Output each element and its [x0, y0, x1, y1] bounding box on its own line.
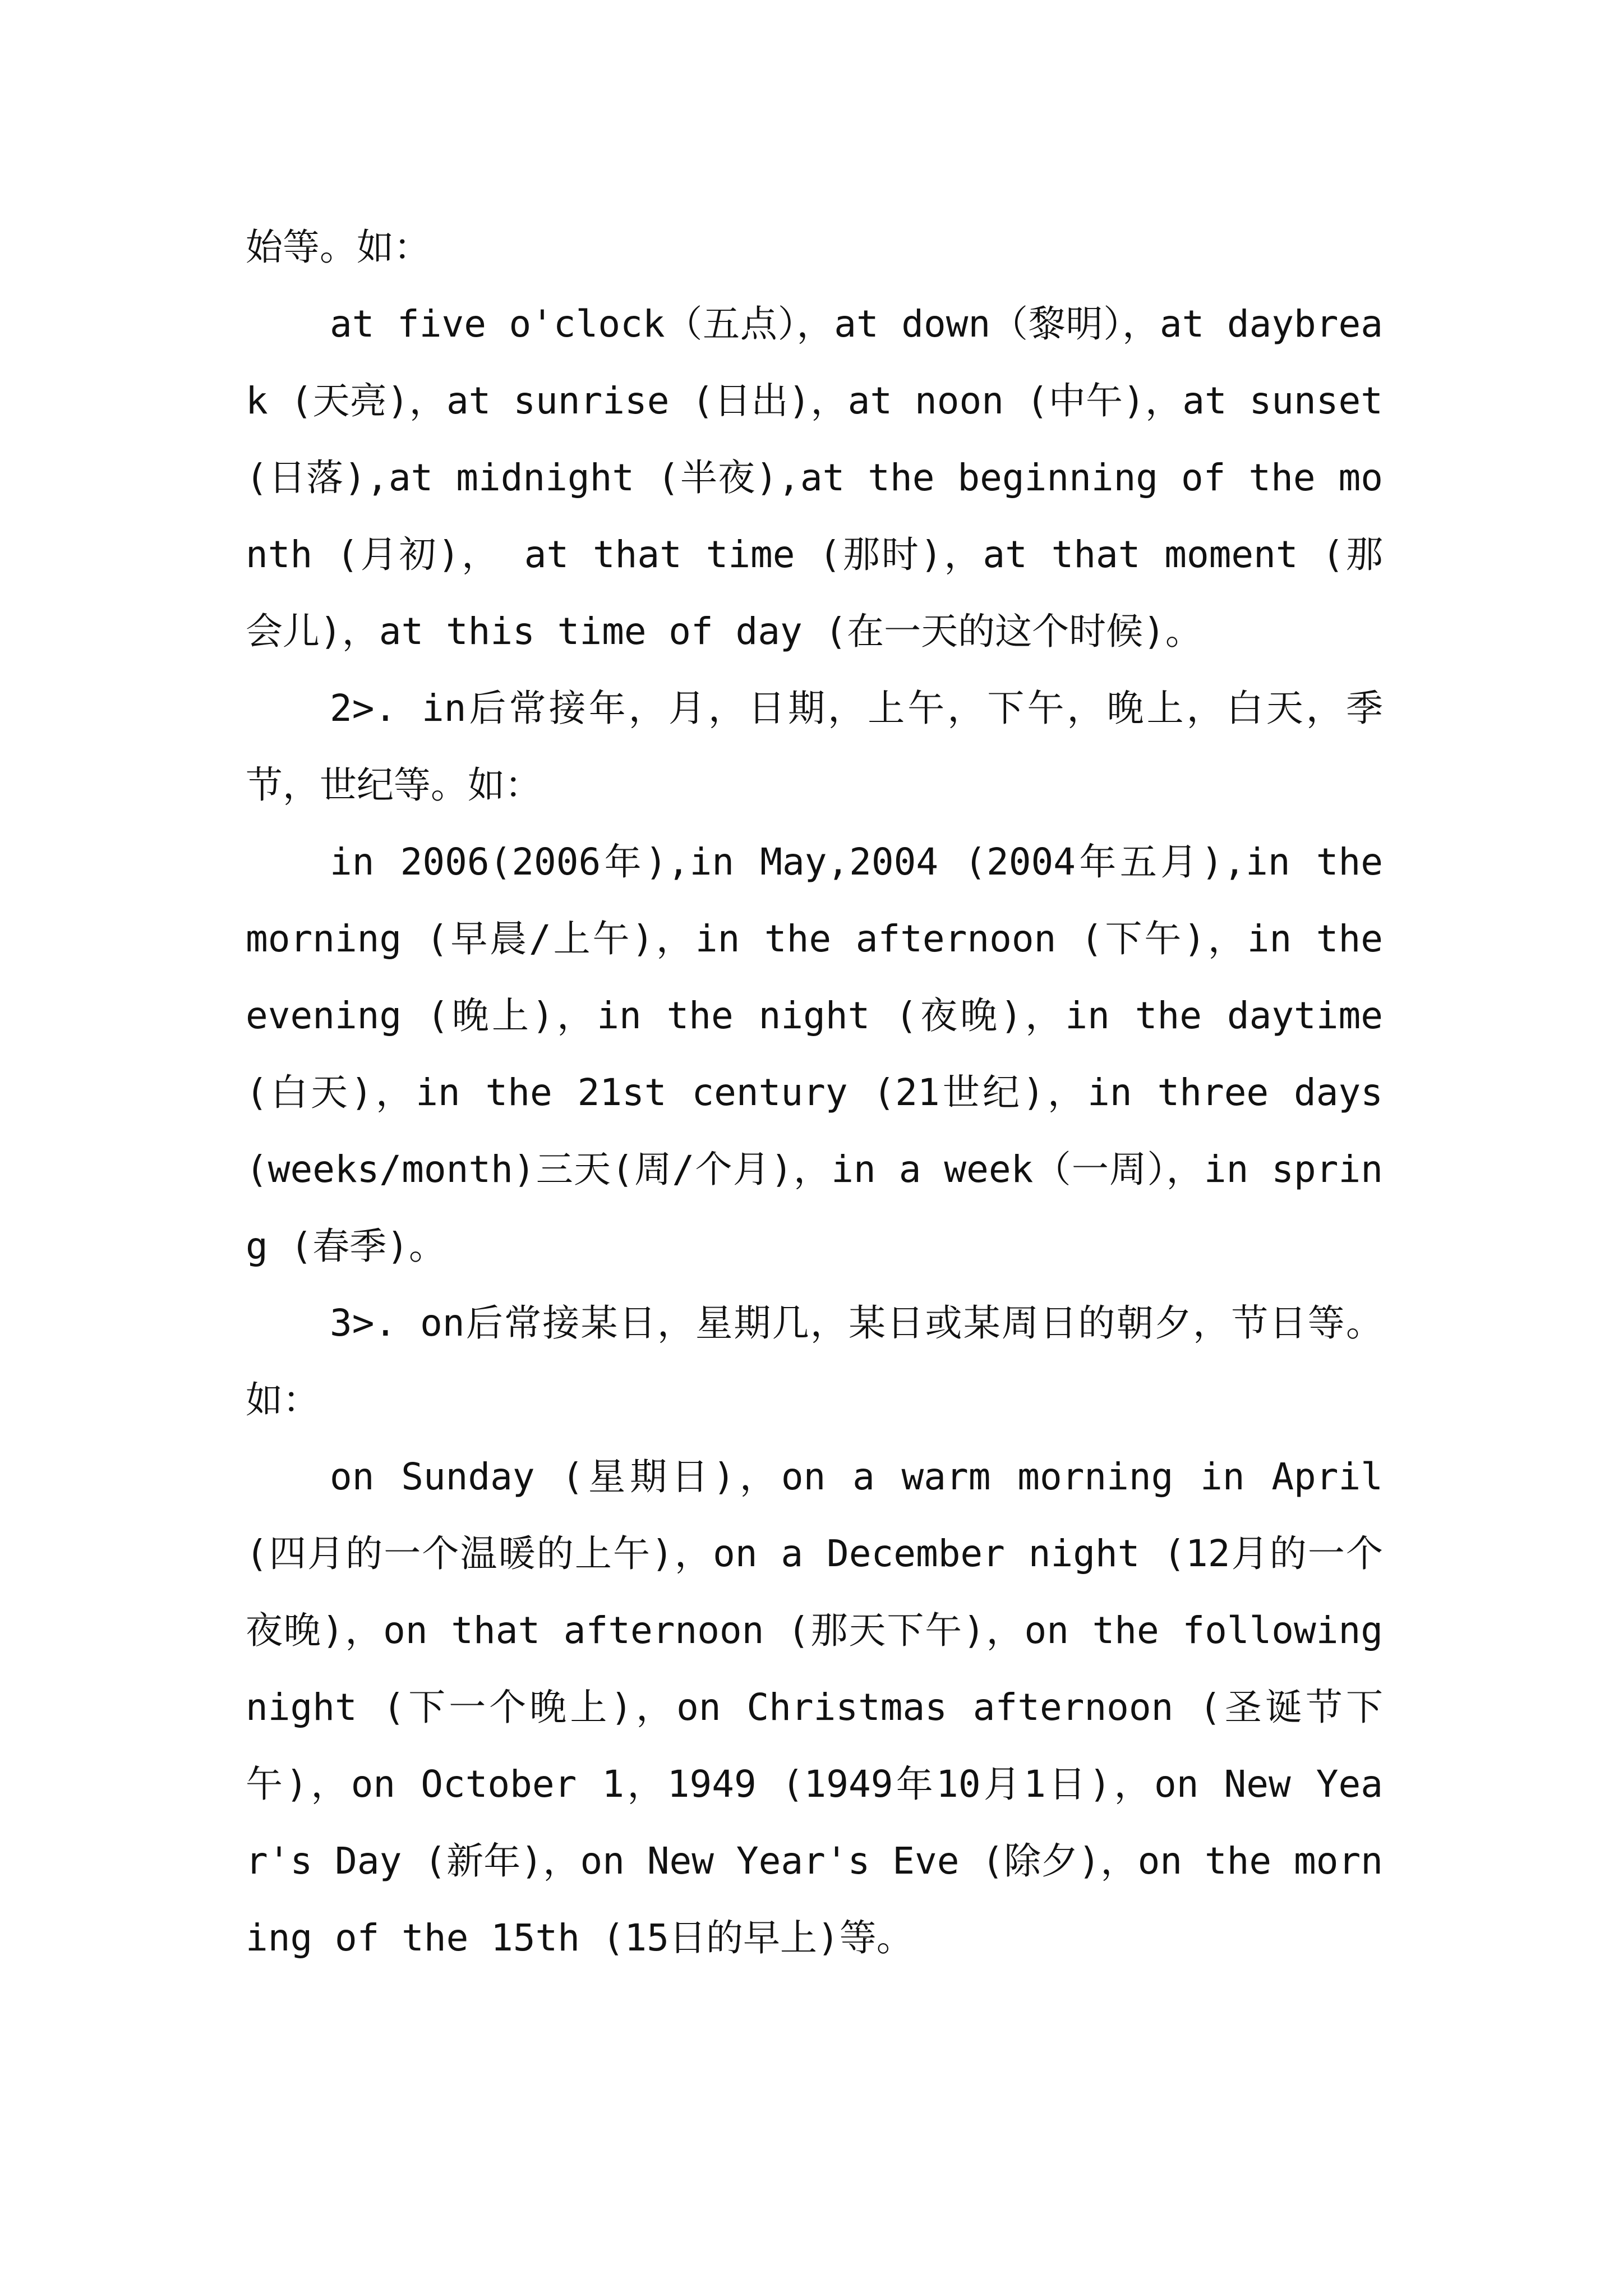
paragraph-in-examples: in 2006(2006年),in May,2004 (2004年五月),in the morning (早晨/上午)，in the afternoon (下午)，in the evening (晚上)，in the night (夜晚)，in the daytime (白天)，in the 21st century (21世纪)，in three days (weeks/month)三天(周/个月)，in a week（一周），in spring (春季)。 [246, 840, 1383, 1268]
paragraph-at-examples: at five o'clock（五点），at down（黎明），at daybreak (天亮)，at sunrise (日出)，at noon (中午)，at sunset (日落),at midnight (半夜),at the beginning of the month (月初)， at that time (那时)，at that moment (那会儿)，at this time of day (在一天的这个时候)。 [246, 302, 1383, 653]
document-body [246, 209, 1383, 1976]
paragraph-in-rule: 2>. in后常接年，月，日期，上午，下午，晚上，白天，季节，世纪等。如： [246, 687, 1383, 807]
paragraph-on-examples: on Sunday (星期日)，on a warm morning in April (四月的一个温暖的上午)，on a December night (12月的一个夜晚)，on that afternoon (那天下午)，on the following night (下一个晚上)，on Christmas afternoon (圣诞节下午)，on October 1，1949 (1949年10月1日)，on New Year's Day (新年)，on New Year's Eve (除夕)，on the morning of the 15th (15日的早上)等。 [246, 1455, 1383, 1959]
paragraph-on-rule: 3>. on后常接某日，星期几，某日或某周日的朝夕，节日等。如： [246, 1301, 1383, 1421]
paragraph-continuation: 始等。如： [246, 226, 431, 269]
